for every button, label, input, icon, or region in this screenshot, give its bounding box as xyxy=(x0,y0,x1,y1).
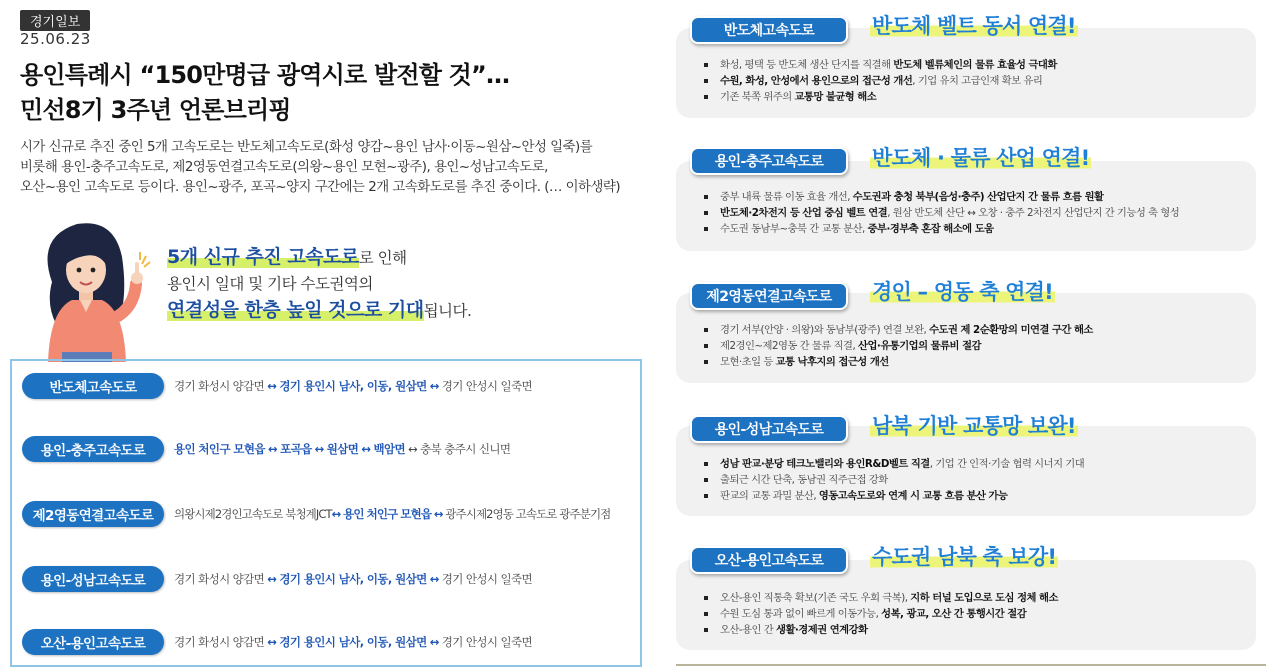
bullet-item: 출퇴근 시간 단축, 동남권 직주근접 강화 xyxy=(696,472,1084,488)
card-bullets xyxy=(696,456,1084,504)
summary-line: 오산~용인 고속도로 등이다. 용인~광주, 포곡~양지 구간에는 2개 고속화도로를 추진 중이다. (… 이하생략) xyxy=(20,180,621,195)
route-description: 용인 처인구 모현읍 ↔ 포곡읍 ↔ 원삼면 ↔ 백암면 ↔ 충북 충주시 신니면 xyxy=(174,442,511,456)
card-headline: 경인 – 영동 축 연결! xyxy=(870,276,1055,306)
card-headline: 반도체 벨트 동서 연결! xyxy=(870,10,1078,40)
card-bullets xyxy=(696,189,1179,237)
route-row xyxy=(22,501,610,527)
bullet-item: 오산-용인 간 생활·경제권 연계강화 xyxy=(696,622,1058,638)
route-row xyxy=(22,629,532,655)
bullet-item: 성남 판교·분당 테크노밸리와 용인R&D벨트 직결, 기업 간 인적·기술 협력 시너지 기대 xyxy=(696,456,1084,472)
route-name-pill: 용인-성남고속도로 xyxy=(22,566,164,592)
card-label-pill: 용인-성남고속도로 xyxy=(690,415,848,443)
headline-line-2: 민선8기 3주년 언론브리핑 xyxy=(20,96,291,124)
source-badge: 경기일보 xyxy=(20,10,90,31)
card-headline: 남북 기반 교통망 보완! xyxy=(870,410,1078,440)
bullet-item: 모현·초일 등 교통 낙후지의 접근성 개선 xyxy=(696,354,1093,370)
card-label-pill: 오산-용인고속도로 xyxy=(690,546,848,574)
card-label-pill: 제2영동연결고속도로 xyxy=(690,282,848,310)
route-row xyxy=(22,373,532,399)
route-name-pill: 반도체고속도로 xyxy=(22,373,164,399)
bullet-item: 화성, 평택 등 반도체 생산 단지를 직결해 반도체 벨류체인의 물류 효율성 극대화 xyxy=(696,57,1057,73)
summary-line: 비롯해 용인-충주고속도로, 제2영동연결고속도로(의왕~용인 모현~광주), 용인~성남고속도로, xyxy=(20,160,548,175)
route-panel xyxy=(10,359,642,667)
article-summary xyxy=(20,138,650,198)
route-row xyxy=(22,566,532,592)
bullet-item: 판교의 교통 과밀 분산, 영동고속도로와 연계 시 교통 흐름 분산 가능 xyxy=(696,488,1084,504)
route-name-pill: 용인-충주고속도로 xyxy=(22,436,164,462)
route-name-pill: 제2영동연결고속도로 xyxy=(22,501,164,527)
route-row xyxy=(22,436,510,462)
bullet-item: 중부 내륙 물류 이동 효율 개선, 수도권과 충청 북부(음성·충주) 산업단지 간 물류 흐름 원활 xyxy=(696,189,1179,205)
card-label-pill: 용인-충주고속도로 xyxy=(690,147,848,175)
route-description: 경기 화성시 양감면 ↔ 경기 용인시 남사, 이동, 원삼면 ↔ 경기 안성시 일죽면 xyxy=(174,635,532,649)
bottom-divider xyxy=(676,664,1266,666)
speech-highlight: 연결성을 한층 높일 것으로 기대 xyxy=(167,299,424,321)
bullet-item: 경기 서부(안양 · 의왕)와 동남부(광주) 연결 보완, 수도권 제 2순환망의 미연결 구간 해소 xyxy=(696,322,1093,338)
article-headline xyxy=(20,58,640,128)
article-date: 25.06.23 xyxy=(20,30,91,48)
card-label-pill: 반도체고속도로 xyxy=(690,16,848,44)
card-bullets xyxy=(696,322,1093,370)
route-description: 경기 화성시 양감면 ↔ 경기 용인시 남사, 이동, 원삼면 ↔ 경기 안성시 일죽면 xyxy=(174,572,532,586)
speech-text: 5개 신규 추진 고속도로로 인해 용인시 일대 및 기타 수도권역의 연결성을 한층 높일 것으로 기대됩니다. xyxy=(167,246,472,321)
bullet-item: 오산-용인 직통축 확보(기존 국도 우회 극복), 지하 터널 도입으로 도심 정체 해소 xyxy=(696,590,1058,606)
route-name-pill: 오산-용인고속도로 xyxy=(22,629,164,655)
headline-line-1: 용인특례시 “150만명급 광역시로 발전할 것”… xyxy=(20,61,510,89)
card-bullets xyxy=(696,57,1057,105)
bullet-item: 수원, 화성, 안성에서 용인으로의 접근성 개선, 기업 유치 고급인재 확보 유리 xyxy=(696,73,1057,89)
bullet-item: 제2경인~제2영동 간 물류 직결, 산업·유통기업의 물류비 절감 xyxy=(696,338,1093,354)
card-bullets xyxy=(696,590,1058,638)
bullet-item: 반도체·2차전지 등 산업 중심 벨트 연결, 원삼 반도체 산단 ↔ 오창 · 충주 2차전지 산업단지 간 기능성 축 형성 xyxy=(696,205,1179,221)
bullet-item: 수원 도심 통과 없이 빠르게 이동가능, 성복, 광교, 오산 간 통행시간 절감 xyxy=(696,606,1058,622)
bullet-item: 수도권 동남부~충북 간 교통 분산, 중부·경부축 혼잡 해소에 도움 xyxy=(696,221,1179,237)
route-description: 의왕시제2경인고속도로 북청계JCT↔ 용인 처인구 모현읍 ↔ 광주시제2영동 고속도로 광주분기점 xyxy=(174,507,611,521)
presenter-illustration xyxy=(22,212,152,362)
speech-highlight: 5개 신규 추진 고속도로 xyxy=(167,246,359,268)
bullet-item: 기존 북쪽 위주의 교통망 불균형 해소 xyxy=(696,89,1057,105)
route-description: 경기 화성시 양감면 ↔ 경기 용인시 남사, 이동, 원삼면 ↔ 경기 안성시 일죽면 xyxy=(174,379,532,393)
card-headline: 수도권 남북 축 보강! xyxy=(870,541,1058,571)
summary-line: 시가 신규로 추진 중인 5개 고속도로는 반도체고속도로(화성 양감~용인 남사·이동~원삼~안성 일죽)를 xyxy=(20,140,593,155)
card-headline: 반도체 · 물류 산업 연결! xyxy=(870,142,1091,172)
